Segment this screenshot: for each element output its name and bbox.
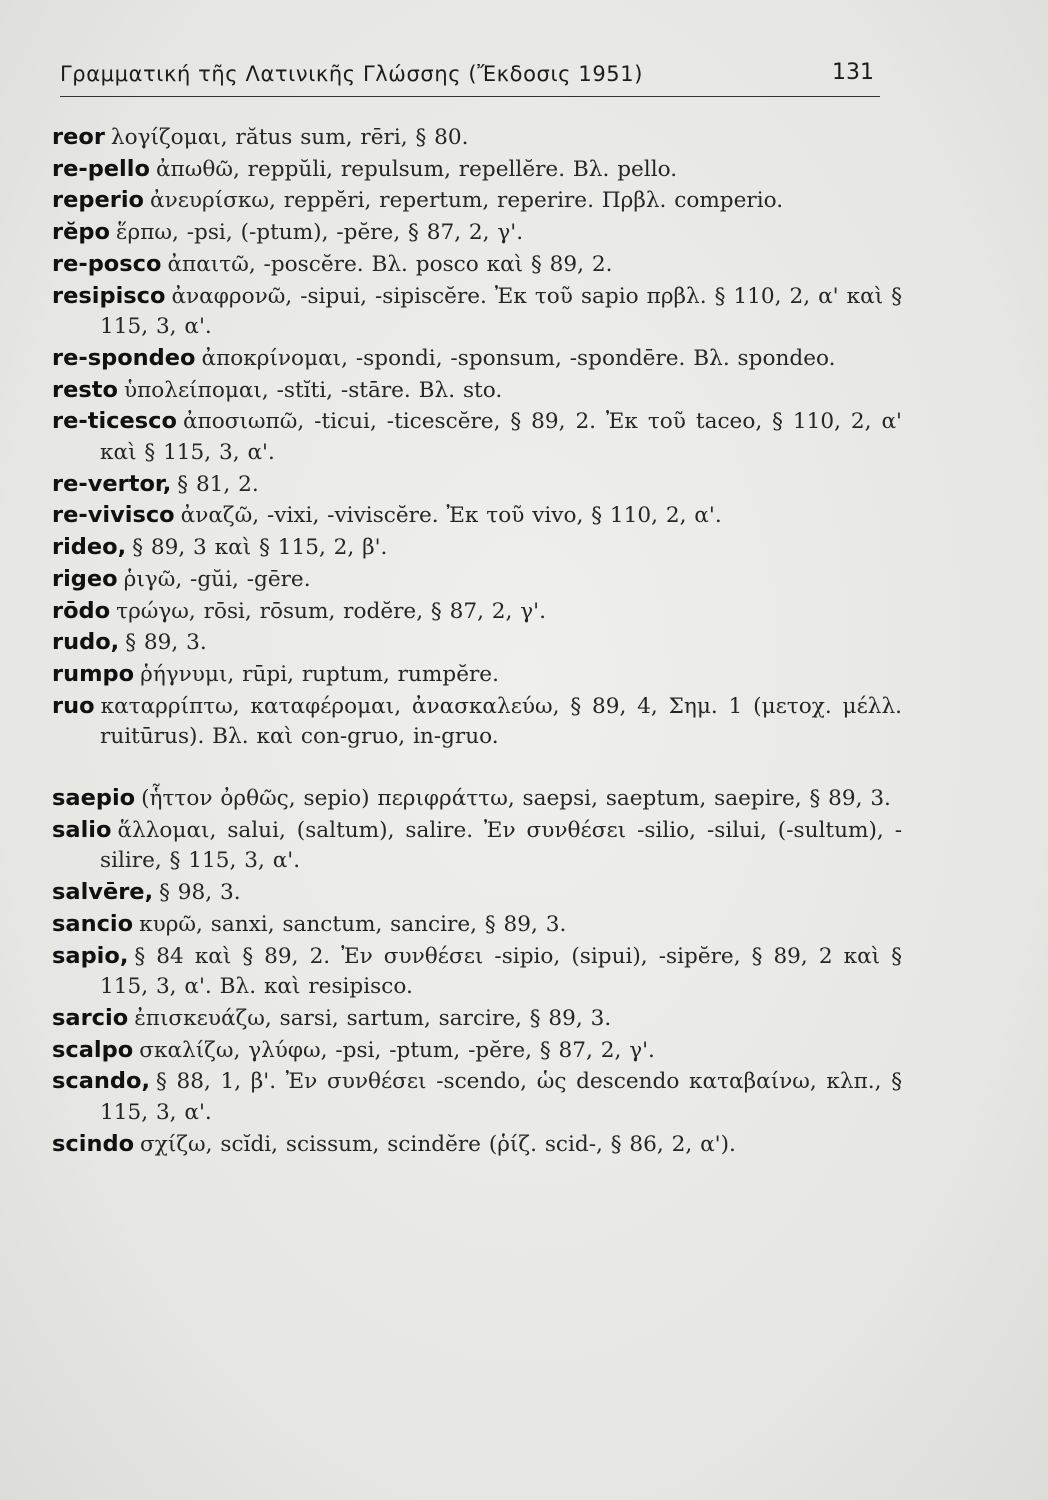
section-gap <box>52 753 902 783</box>
entry-headword: re-spondeo <box>52 344 196 371</box>
entry-headword: salio <box>52 816 112 843</box>
dictionary-entry <box>52 249 902 281</box>
entry-definition: ῥιγῶ, -gŭi, -gēre. <box>123 566 311 592</box>
dictionary-entry <box>52 877 902 909</box>
entry-headword: scindo <box>52 1130 135 1157</box>
entry-definition: § 98, 3. <box>159 880 241 906</box>
dictionary-entry <box>52 1003 902 1035</box>
entry-definition: § 84 καὶ § 89, 2. Ἐν συνθέσει -sipio, (sipui), -sipĕre, § 89, 2 καὶ § 115, 3, α'. Βλ. καὶ resipisco. <box>100 943 902 1000</box>
entry-definition: (ἧττον ὀρθῶς, sepio) περιφράττω, saepsi, saeptum, saepire, § 89, 3. <box>141 786 891 812</box>
entry-headword: salvēre, <box>52 879 154 906</box>
entry-headword: sancio <box>52 910 134 937</box>
dictionary-entry <box>52 532 902 564</box>
entry-headword: reperio <box>52 187 144 214</box>
entry-headword: reor <box>52 124 105 150</box>
entry-headword: re-vertor, <box>52 470 172 497</box>
section-r-entries <box>52 122 902 753</box>
entry-definition: σκαλίζω, γλύφω, -psi, -ptum, -pĕre, § 87, 2, γ'. <box>139 1037 655 1063</box>
dictionary-entry <box>52 343 902 375</box>
entry-definition: § 88, 1, β'. Ἐν συνθέσει -scendo, ὡς descendo καταβαίνω, κλπ., § 115, 3, α'. <box>100 1069 902 1126</box>
entry-headword: ruo <box>52 692 95 719</box>
dictionary-entry <box>52 154 902 186</box>
dictionary-entry <box>52 627 902 659</box>
entry-definition: ἀπαιτῶ, -poscĕre. Βλ. posco καὶ § 89, 2. <box>167 251 613 277</box>
dictionary-entry <box>52 1035 902 1067</box>
entry-definition: ἀποκρίνομαι, -spondi, -sponsum, -spondēre. Βλ. spondeo. <box>201 345 836 371</box>
entry-definition: ῥήγνυμι, rūpi, ruptum, rumpĕre. <box>140 661 499 687</box>
dictionary-entry <box>52 469 902 501</box>
entry-definition: ἅλλομαι, salui, (saltum), salire. Ἐν συνθέσει -silio, -silui, (-sultum), -silire, § 115, 3, α'. <box>100 817 902 874</box>
dictionary-entries <box>52 122 902 1161</box>
entry-headword: rumpo <box>52 660 135 687</box>
entry-headword: rideo, <box>52 534 127 561</box>
entry-headword: saepio <box>52 785 136 812</box>
page-number: 131 <box>832 60 874 85</box>
entry-definition: ἀνευρίσκω, reppĕri, repertum, reperire. Πρβλ. comperio. <box>150 188 784 214</box>
dictionary-entry <box>52 1066 902 1128</box>
dictionary-entry <box>52 217 902 249</box>
entry-headword: rōdo <box>52 597 111 624</box>
dictionary-entry <box>52 659 902 691</box>
entry-definition: ὑπολείπομαι, -stĭti, -stāre. Βλ. sto. <box>123 377 503 403</box>
entry-headword: resipisco <box>52 282 166 309</box>
dictionary-entry <box>52 406 902 468</box>
dictionary-entry <box>52 281 902 343</box>
entry-definition: σχίζω, scĭdi, scissum, scindĕre (ῥίζ. scid-, § 86, 2, α'). <box>140 1131 736 1157</box>
running-header <box>60 56 880 97</box>
dictionary-entry <box>52 375 902 407</box>
entry-definition: § 89, 3 καὶ § 115, 2, β'. <box>132 535 388 561</box>
entry-definition: τρώγω, rōsi, rōsum, rodĕre, § 87, 2, γ'. <box>116 598 546 624</box>
entry-definition: § 89, 3. <box>125 630 207 656</box>
entry-definition: ἐπισκευάζω, sarsi, sartum, sarcire, § 89, 3. <box>134 1005 612 1031</box>
entry-definition: ἀναφρονῶ, -sipui, -sipiscĕre. Ἐκ τοῦ sapio πρβλ. § 110, 2, α' καὶ § 115, 3, α'. <box>100 283 902 340</box>
entry-headword: sapio, <box>52 942 129 969</box>
dictionary-entry <box>52 941 902 1003</box>
entry-headword: re-ticesco <box>52 408 177 435</box>
entry-headword: scando, <box>52 1068 151 1095</box>
entry-headword: re-vivisco <box>52 502 175 529</box>
dictionary-entry <box>52 1129 902 1161</box>
dictionary-entry <box>52 564 902 596</box>
entry-definition: καταρρίπτω, καταφέρομαι, ἀνασκαλεύω, § 89, 4, Σημ. 1 (μετοχ. μέλλ. ruitūrus). Βλ. καὶ con-gruo, in-gruo. <box>100 693 902 750</box>
entry-definition: κυρῶ, sanxi, sanctum, sancire, § 89, 3. <box>139 911 567 937</box>
entry-headword: resto <box>52 376 118 403</box>
entry-definition: § 81, 2. <box>177 471 259 497</box>
entry-headword: scalpo <box>52 1036 134 1063</box>
dictionary-entry <box>52 122 902 154</box>
dictionary-entry <box>52 783 902 815</box>
entry-headword: rĕpo <box>52 219 110 246</box>
dictionary-entry <box>52 691 902 753</box>
entry-definition: ἀναζῶ, -vixi, -viviscĕre. Ἐκ τοῦ vivo, § 110, 2, α'. <box>180 503 722 529</box>
entry-definition: ἀπωθῶ, reppŭli, repulsum, repellĕre. Βλ. pello. <box>155 156 678 182</box>
dictionary-entry <box>52 909 902 941</box>
dictionary-entry <box>52 596 902 628</box>
entry-definition: ἀποσιωπῶ, -ticui, -ticescĕre, § 89, 2. Ἐκ τοῦ taceo, § 110, 2, α' καὶ § 115, 3, α'. <box>100 409 902 466</box>
entry-definition: λογίζομαι, rătus sum, rēri, § 80. <box>110 125 469 150</box>
entry-definition: ἕρπω, -psi, (-ptum), -pĕre, § 87, 2, γ'. <box>115 220 524 246</box>
entry-headword: re-posco <box>52 250 162 277</box>
entry-headword: rigeo <box>52 565 118 592</box>
dictionary-entry <box>52 500 902 532</box>
entry-headword: sarcio <box>52 1004 129 1031</box>
header-title: Γραμματική τῆς Λατινικῆς Γλώσσης (Ἔκδοσις 1951) <box>60 62 644 86</box>
dictionary-entry <box>52 185 902 217</box>
entry-headword: rudo, <box>52 629 120 656</box>
dictionary-entry <box>52 815 902 877</box>
section-s-entries <box>52 783 902 1160</box>
entry-headword: re-pello <box>52 155 150 182</box>
